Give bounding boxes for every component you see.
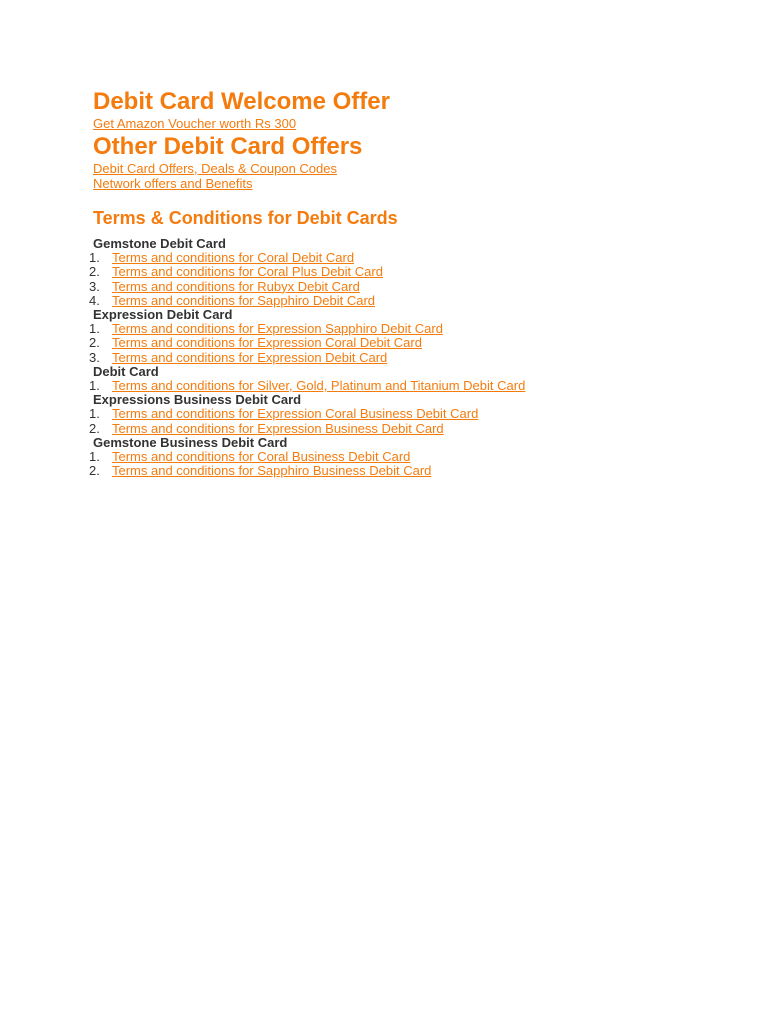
terms-list	[89, 449, 733, 479]
list-number: 4.	[89, 292, 100, 308]
other-offers-heading: Other Debit Card Offers	[93, 133, 363, 160]
list-number: 1.	[89, 449, 100, 465]
terms-link[interactable]: Terms and conditions for Rubyx Debit Card	[112, 278, 360, 294]
list-number: 1.	[89, 378, 100, 394]
terms-list	[89, 378, 733, 394]
list-number: 2.	[89, 335, 100, 351]
list-number: 1.	[89, 321, 100, 337]
terms-link[interactable]: Terms and conditions for Expression Business Debit Card	[112, 420, 444, 436]
section-expressions-business-debit-card	[89, 392, 733, 436]
page-content	[89, 88, 733, 479]
list-item	[89, 349, 733, 365]
section-debit-card	[89, 363, 733, 394]
section-title: Gemstone Debit Card	[93, 236, 226, 251]
terms-link[interactable]: Terms and conditions for Coral Business Debit Card	[112, 449, 411, 465]
list-number: 2.	[89, 420, 100, 436]
terms-link[interactable]: Terms and conditions for Sapphiro Debit Card	[112, 292, 376, 308]
section-title: Gemstone Business Debit Card	[93, 434, 288, 450]
list-item	[89, 463, 733, 479]
terms-link[interactable]: Terms and conditions for Coral Debit Card	[112, 250, 355, 266]
terms-list	[89, 406, 733, 436]
terms-list	[89, 321, 733, 365]
list-item	[89, 449, 733, 465]
list-item	[89, 378, 733, 394]
terms-link[interactable]: Terms and conditions for Coral Plus Debit Card	[112, 264, 383, 280]
list-number: 2.	[89, 264, 100, 280]
section-gemstone-business-debit-card	[89, 434, 733, 479]
list-number: 1.	[89, 406, 100, 422]
terms-link[interactable]: Terms and conditions for Expression Coral Debit Card	[112, 335, 422, 351]
terms-link[interactable]: Terms and conditions for Expression Debit Card	[112, 349, 388, 365]
terms-link[interactable]: Terms and conditions for Sapphiro Business Debit Card	[112, 463, 432, 479]
section-title: Expression Debit Card	[93, 307, 233, 323]
list-number: 2.	[89, 463, 100, 479]
section-expression-debit-card	[89, 307, 733, 365]
terms-link[interactable]: Terms and conditions for Expression Sapphiro Debit Card	[112, 321, 443, 337]
list-item	[89, 250, 733, 266]
list-item	[89, 406, 733, 422]
terms-list	[89, 250, 733, 308]
terms-link[interactable]: Terms and conditions for Expression Coral Business Debit Card	[112, 406, 479, 422]
welcome-offer-heading: Debit Card Welcome Offer	[93, 88, 390, 115]
terms-link[interactable]: Terms and conditions for Silver, Gold, Platinum and Titanium Debit Card	[112, 378, 526, 394]
section-title: Expressions Business Debit Card	[93, 392, 302, 408]
terms-heading: Terms & Conditions for Debit Cards	[93, 208, 398, 228]
network-offers-link[interactable]: Network offers and Benefits	[93, 176, 253, 191]
list-item	[89, 420, 733, 436]
offers-deals-link[interactable]: Debit Card Offers, Deals & Coupon Codes	[93, 161, 337, 176]
list-item	[89, 335, 733, 351]
list-item	[89, 264, 733, 280]
list-number: 3.	[89, 349, 100, 365]
list-number: 1.	[89, 250, 100, 266]
list-item	[89, 321, 733, 337]
list-item	[89, 278, 733, 294]
amazon-voucher-link[interactable]: Get Amazon Voucher worth Rs 300	[93, 116, 297, 131]
list-item	[89, 292, 733, 308]
list-number: 3.	[89, 278, 100, 294]
section-title: Debit Card	[93, 363, 159, 379]
section-gemstone-debit-card	[89, 236, 733, 308]
